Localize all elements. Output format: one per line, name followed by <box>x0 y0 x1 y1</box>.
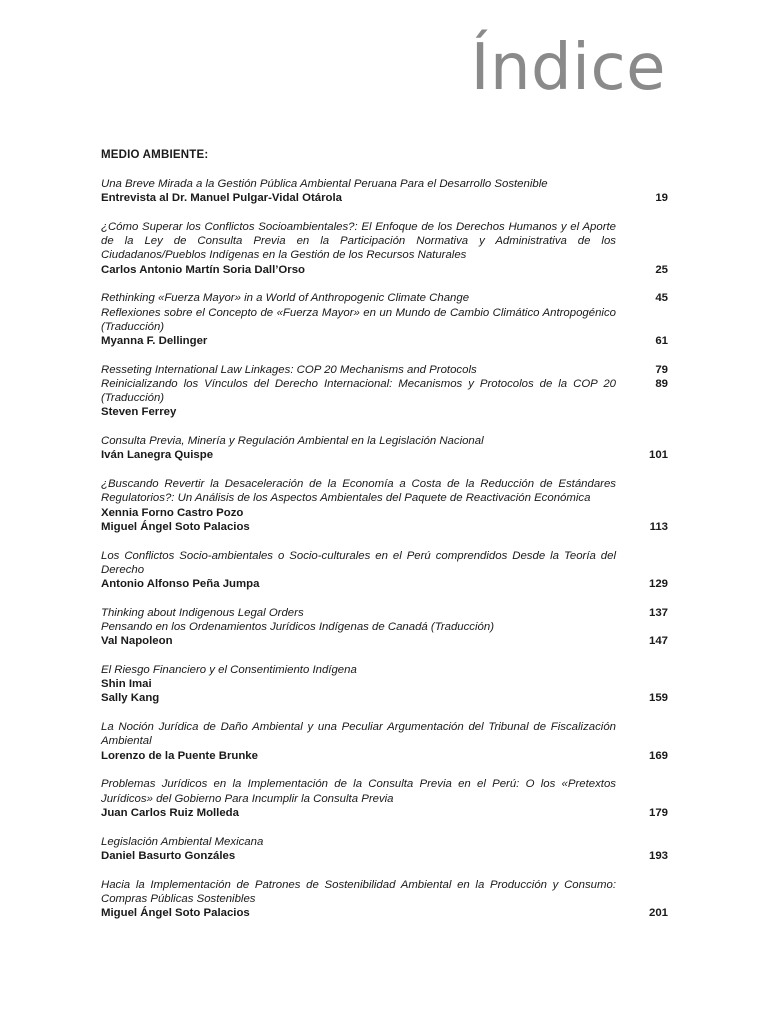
toc-entry <box>101 291 668 348</box>
toc-article-title <box>101 363 668 377</box>
toc-article-title <box>101 777 668 805</box>
toc-author <box>101 634 668 648</box>
page-number: 179 <box>648 806 668 819</box>
toc-author <box>101 263 668 277</box>
page-number: 101 <box>648 449 668 462</box>
article-title: Una Breve Mirada a la Gestión Pública Ambiental Peruana Para el Desarrollo Sostenible <box>101 178 548 190</box>
toc-entry <box>101 363 668 420</box>
author-name: Xennia Forno Castro Pozo <box>101 506 244 519</box>
toc-author <box>101 806 668 820</box>
article-title: El Riesgo Financiero y el Consentimiento Indígena <box>101 664 357 677</box>
author-name: Val Napoleon <box>101 635 173 648</box>
article-title: Thinking about Indigenous Legal Orders <box>101 606 304 619</box>
author-name: Miguel Ángel Soto Palacios <box>101 907 250 920</box>
page-number: 61 <box>655 335 668 348</box>
page-number: 25 <box>655 263 668 276</box>
page-number: 89 <box>655 378 668 391</box>
author-name: Sally Kang <box>101 692 160 705</box>
author-name: Shin Imai <box>101 678 152 691</box>
article-title: Legislación Ambiental Mexicana <box>101 835 264 848</box>
article-title: Consulta Previa, Minería y Regulación Ambiental en la Legislación Nacional <box>101 435 484 448</box>
author-name: Steven Ferrey <box>101 406 177 419</box>
author-name: Iván Lanegra Quispe <box>101 449 214 462</box>
page-number: 129 <box>648 578 668 591</box>
toc-author <box>101 405 668 419</box>
author-name: Juan Carlos Ruiz Molleda <box>101 806 239 819</box>
toc-entry <box>101 835 668 863</box>
toc-entry <box>101 777 668 820</box>
toc-article-title <box>101 291 668 305</box>
toc-entries <box>101 177 668 935</box>
toc-entry <box>101 434 668 462</box>
toc-article-title <box>101 663 668 677</box>
article-title: Hacia la Implementación de Patrones de Sostenibilidad Ambiental en la Producción y Consumo: Compras Públicas Sostenibles <box>101 878 616 905</box>
page-number: 79 <box>655 363 668 376</box>
toc-entry <box>101 606 668 649</box>
author-name: Miguel Ángel Soto Palacios <box>101 520 250 533</box>
toc-article-title <box>101 177 668 191</box>
toc-entry <box>101 663 668 706</box>
page-number: 169 <box>648 749 668 762</box>
toc-author <box>101 691 668 705</box>
toc-author <box>101 506 668 520</box>
article-title: Reinicializando los Vínculos del Derecho Internacional: Mecanismos y Protocolos de la COP 20 (Traducción) <box>101 378 616 405</box>
toc-article-title <box>101 835 668 849</box>
page-number: 159 <box>648 692 668 705</box>
toc-entry <box>101 549 668 592</box>
article-title: ¿Buscando Revertir la Desaceleración de la Economía a Costa de la Reducción de Estándares Regulatorios?: Un Análisis de los Aspectos Ambientales del Paquete de Reactivación Económica <box>101 478 616 505</box>
author-name: Lorenzo de la Puente Brunke <box>101 749 258 762</box>
toc-entry <box>101 720 668 763</box>
section-heading: MEDIO AMBIENTE: <box>101 149 209 161</box>
article-title: Problemas Jurídicos en la Implementación de la Consulta Previa en el Perú: O los «Pretextos Jurídicos» del Gobierno Para Incumplir la Consulta Previa <box>101 778 616 805</box>
author-name: Antonio Alfonso Peña Jumpa <box>101 578 260 591</box>
author-name: Myanna F. Dellinger <box>101 335 208 348</box>
page-number: 45 <box>655 292 668 305</box>
toc-author <box>101 520 668 534</box>
toc-article-title <box>101 477 668 505</box>
page-number: 113 <box>649 520 668 533</box>
toc-entry <box>101 477 668 534</box>
toc-author <box>101 448 668 462</box>
page-number: 19 <box>655 192 668 205</box>
toc-author <box>101 334 668 348</box>
page-number: 137 <box>648 606 668 619</box>
article-title: Rethinking «Fuerza Mayor» in a World of Anthropogenic Climate Change <box>101 292 470 305</box>
toc-author <box>101 906 668 920</box>
article-title: ¿Cómo Superar los Conflictos Socioambientales?: El Enfoque de los Derechos Humanos y el Aporte de la Ley de Consulta Previa en la Participación Normativa y Administrativa de los Ciudadanos/Pueblos Indígenas en la Gestión de los Recursos Naturales <box>101 221 616 262</box>
page-number: 193 <box>648 849 668 862</box>
page-title: Índice <box>470 31 666 105</box>
article-title: Resseting International Law Linkages: COP 20 Mechanisms and Protocols <box>101 363 477 376</box>
page-number: 201 <box>648 907 668 920</box>
article-title: Los Conflictos Socio-ambientales o Socio-culturales en el Perú comprendidos Desde la Teoría del Derecho <box>101 549 616 576</box>
toc-author <box>101 191 668 205</box>
toc-entry <box>101 878 668 921</box>
toc-article-title <box>101 620 668 634</box>
toc-article-title <box>101 606 668 620</box>
toc-author <box>101 749 668 763</box>
toc-author <box>101 677 668 691</box>
article-title: La Noción Jurídica de Daño Ambiental y una Peculiar Argumentación del Tribunal de Fiscalización Ambiental <box>101 721 616 748</box>
toc-article-title <box>101 549 668 577</box>
toc-author <box>101 577 668 591</box>
toc-author <box>101 849 668 863</box>
toc-article-title <box>101 720 668 748</box>
toc-article-title <box>101 434 668 448</box>
toc-article-title <box>101 306 668 334</box>
page-number: 147 <box>648 635 668 648</box>
author-name: Entrevista al Dr. Manuel Pulgar-Vidal Otárola <box>101 192 342 205</box>
toc-article-title <box>101 878 668 906</box>
author-name: Carlos Antonio Martín Soria Dall’Orso <box>101 263 306 276</box>
toc-entry <box>101 220 668 277</box>
article-title: Pensando en los Ordenamientos Jurídicos Indígenas de Canadá (Traducción) <box>101 621 494 634</box>
toc-article-title <box>101 220 668 263</box>
toc-entry <box>101 177 668 205</box>
article-title: Reflexiones sobre el Concepto de «Fuerza Mayor» en un Mundo de Cambio Climático Antropogénico (Traducción) <box>101 306 616 333</box>
author-name: Daniel Basurto Gonzáles <box>101 849 236 862</box>
toc-article-title <box>101 377 668 405</box>
